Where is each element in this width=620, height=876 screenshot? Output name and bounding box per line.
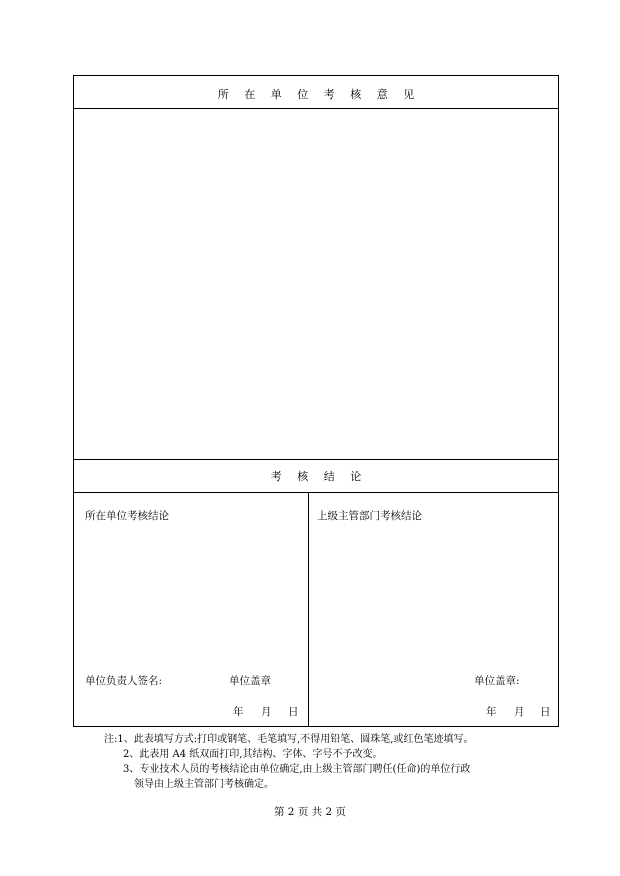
- unit-date-month: 月: [261, 706, 272, 718]
- unit-conclusion-title: 所在单位考核结论: [85, 510, 169, 522]
- unit-date-day: 日: [288, 706, 299, 718]
- superior-date-month: 月: [514, 706, 525, 718]
- conclusion-header-text: 考 核 结 论: [270, 470, 362, 483]
- superior-date-day: 日: [540, 706, 551, 718]
- conclusion-body: [74, 493, 558, 726]
- opinion-header-text: 所 在 单 位 考 核 意 见: [217, 88, 415, 101]
- unit-conclusion-cell[interactable]: [74, 493, 309, 726]
- note-line-1: 注:1、此表填写方式:打印或钢笔、毛笔填写,不得用铅笔、圆珠笔,或红色笔迹填写。: [104, 734, 474, 745]
- opinion-input-area[interactable]: [74, 109, 558, 460]
- note-line-2: 2、此表用 A4 纸双面打印,其结构、字体、字号不予改变。: [123, 749, 383, 760]
- unit-seal-label: 单位盖章: [229, 675, 271, 687]
- superior-date-year: 年: [486, 706, 497, 718]
- note-line-3: 3、专业技术人员的考核结论由单位确定,由上级主管部门聘任(任命)的单位行政: [123, 764, 471, 775]
- page-footer: [0, 804, 620, 819]
- page-number: 第 2 页 共 2 页: [273, 806, 347, 818]
- assessment-form-table: [73, 75, 559, 727]
- superior-conclusion-cell[interactable]: [309, 493, 558, 726]
- superior-seal-label: 单位盖章:: [474, 675, 520, 687]
- unit-leader-signature-label: 单位负责人签名:: [85, 675, 163, 687]
- form-notes: [104, 732, 473, 792]
- note-line-4: 领导由上级主管部门考核确定。: [134, 779, 274, 790]
- opinion-section-header: [74, 76, 558, 109]
- conclusion-section-header: [74, 460, 558, 493]
- superior-conclusion-title: 上级主管部门考核结论: [317, 510, 422, 522]
- unit-date-year: 年: [233, 706, 244, 718]
